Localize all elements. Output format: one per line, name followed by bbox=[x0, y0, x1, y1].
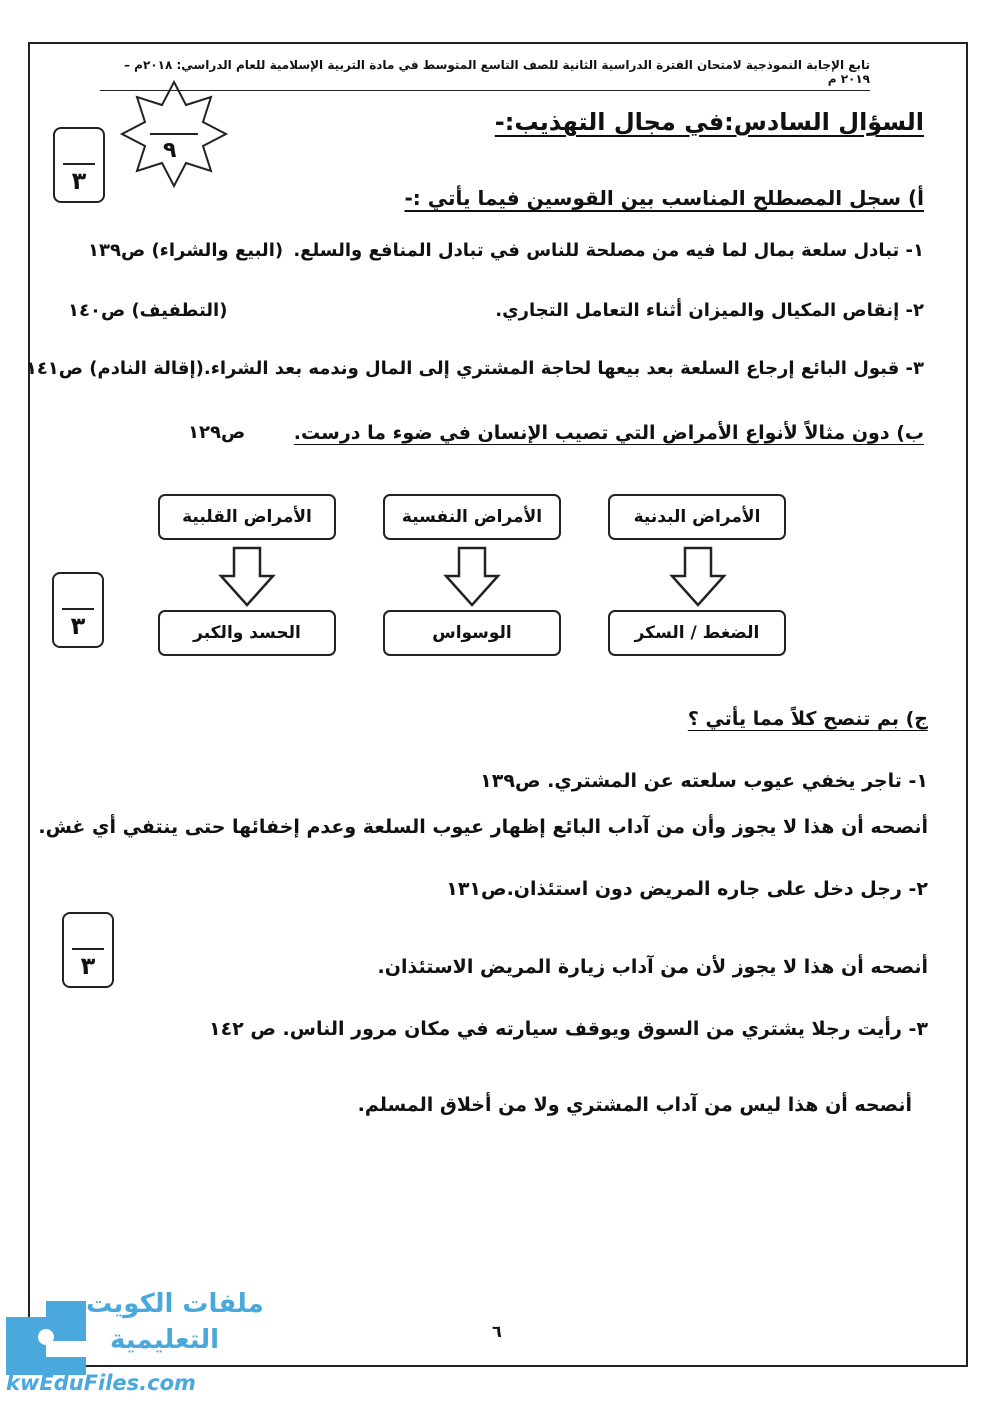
score-box-part-a: ٣ bbox=[53, 127, 105, 203]
part-c-title: ج) بم تنصح كلاً مما يأتي ؟ bbox=[687, 708, 928, 730]
disease-category-physical: الأمراض البدنية bbox=[608, 494, 786, 540]
page-header: تابع الإجابة النموذجية لامتحان الفترة الدراسية الثانية للصف التاسع المتوسط في مادة التربية الإسلامية للعام الدراسي: ٢٠١٨م – ٢٠١٩ م bbox=[100, 58, 870, 91]
part-a-item-3: ٣- قبول البائع إرجاع السلعة بعد بيعها لحاجة المشتري إلى المال وندمه بعد الشراء.(إقالة النادم) ص١٤١ bbox=[25, 358, 924, 379]
score-box-part-b: ٣ bbox=[52, 572, 104, 648]
disease-example-physical: الضغط / السكر bbox=[608, 610, 786, 656]
part-c-case-1: ١- تاجر يخفي عيوب سلعته عن المشتري. ص١٣٩ bbox=[480, 770, 928, 792]
part-b-title: ب) دون مثالاً لأنواع الأمراض التي تصيب الإنسان في ضوء ما درست. bbox=[293, 422, 924, 444]
page-number: ٦ bbox=[492, 1322, 502, 1341]
part-c-case-2: ٢- رجل دخل على جاره المريض دون استئذان.ص١٣١ bbox=[446, 878, 928, 900]
disease-category-heart: الأمراض القلبية bbox=[158, 494, 336, 540]
part-c-advice-3: أنصحه أن هذا ليس من آداب المشتري ولا من أخلاق المسلم. bbox=[357, 1094, 912, 1116]
watermark-site: kwEduFiles.com bbox=[6, 1371, 196, 1395]
disease-category-psychological: الأمراض النفسية bbox=[383, 494, 561, 540]
part-a-answer-2: (التطفيف) ص١٤٠ bbox=[68, 300, 228, 321]
disease-example-psychological: الوسواس bbox=[383, 610, 561, 656]
part-a-item-2: ٢- إنقاص المكيال والميزان أثناء التعامل التجاري. bbox=[495, 300, 924, 321]
arrow-down-icon bbox=[442, 546, 502, 608]
part-c-advice-1: أنصحه أن هذا لا يجوز وأن من آداب البائع إظهار عيوب السلعة وعدم إخفائها حتى ينتفي أي غش. bbox=[38, 816, 928, 838]
question-title: السؤال السادس:في مجال التهذيب:- bbox=[494, 108, 924, 136]
score-box-part-c: ٣ bbox=[62, 912, 114, 988]
total-score: ٩ bbox=[163, 138, 177, 163]
watermark-line2: التعليمية bbox=[110, 1325, 220, 1355]
part-a-answer-1: (البيع والشراء) ص١٣٩ bbox=[88, 240, 284, 261]
part-c-advice-2: أنصحه أن هذا لا يجوز لأن من آداب زيارة المريض الاستئذان. bbox=[377, 956, 928, 978]
disease-example-heart: الحسد والكبر bbox=[158, 610, 336, 656]
total-score-star-icon bbox=[118, 78, 230, 190]
part-a-title: أ) سجل المصطلح المناسب بين القوسين فيما يأتي :- bbox=[404, 186, 924, 210]
puzzle-logo-icon bbox=[2, 1295, 92, 1381]
part-b-page-ref: ص١٢٩ bbox=[188, 422, 246, 443]
part-a-item-1: ١- تبادل سلعة بمال لما فيه من مصلحة للناس في تبادل المنافع والسلع. bbox=[293, 240, 924, 261]
arrow-down-icon bbox=[668, 546, 728, 608]
arrow-down-icon bbox=[217, 546, 277, 608]
watermark-logo bbox=[0, 1283, 264, 1403]
watermark-line1: ملفات الكويت bbox=[86, 1289, 264, 1319]
part-c-case-3: ٣- رأيت رجلا يشتري من السوق ويوقف سيارته في مكان مرور الناس. ص ١٤٢ bbox=[208, 1018, 928, 1040]
